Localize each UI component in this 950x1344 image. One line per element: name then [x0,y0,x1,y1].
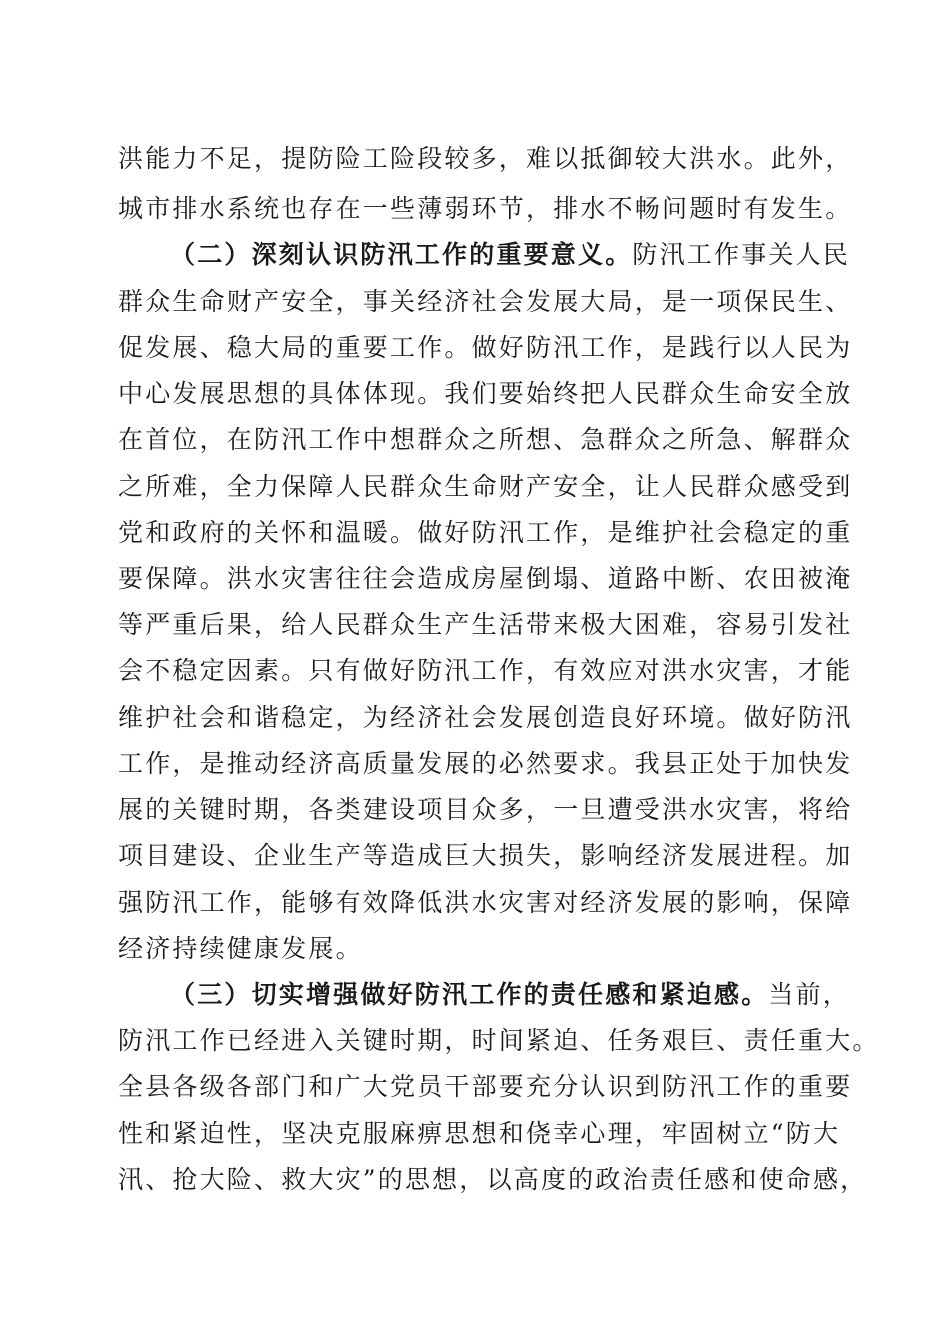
line-text: 强防汛工作，能够有效降低洪水灾害对经济发展的影响，保障 [118,888,853,917]
text-line [118,1160,868,1200]
text-line [118,883,853,923]
section-heading-line [170,235,850,275]
section-heading-line [170,975,850,1015]
text-line [118,651,853,691]
section-heading: （三）切实增强做好防汛工作的责任感和紧迫感。 [170,980,769,1009]
text-line [118,698,853,738]
line-text: 党和政府的关怀和温暖。做好防汛工作，是维护社会稳定的重 [118,518,853,547]
line-text: 展的关键时期，各类建设项目众多，一旦遭受洪水灾害，将给 [118,795,853,824]
text-line [118,1067,853,1107]
text-line [118,189,853,229]
line-text: 汛、抢大险、救大灾”的思想，以高度的政治责任感和使命感， [118,1165,868,1194]
line-text: 经济持续健康发展。 [118,934,363,963]
line-text: 城市排水系统也存在一些薄弱环节，排水不畅问题时有发生。 [118,194,853,223]
line-text: 防汛工作已经进入关键时期，时间紧迫、任务艰巨、责任重大。 [118,1026,880,1055]
text-line [118,1114,848,1154]
text-line [118,605,853,645]
line-text: 等严重后果，给人民群众生产生活带来极大困难，容易引发社 [118,610,853,639]
text-line [118,559,853,599]
section-heading: （二）深刻认识防汛工作的重要意义。 [170,240,633,269]
text-line [118,374,853,414]
text-line [118,836,853,876]
text-line [118,744,853,784]
line-text: 促发展、稳大局的重要工作。做好防汛工作，是践行以人民为 [118,333,853,362]
line-text: 要保障。洪水灾害往往会造成房屋倒塌、道路中断、农田被淹 [118,564,853,593]
line-text: 防汛工作事关人民 [632,240,851,269]
text-line [118,1021,880,1061]
text-line [118,282,853,322]
line-text: 性和紧迫性，坚决克服麻痹思想和侥幸心理，牢固树立“防大 [118,1119,841,1148]
line-text: 项目建设、企业生产等造成巨大损失，影响经济发展进程。加 [118,841,853,870]
line-text: 全县各级各部门和广大党员干部要充分认识到防汛工作的重要 [118,1072,853,1101]
text-line [118,139,853,179]
line-text: 中心发展思想的具体体现。我们要始终把人民群众生命安全放 [118,379,853,408]
line-text: 当前， [768,980,851,1009]
line-text: 群众生命财产安全，事关经济社会发展大局，是一项保民生、 [118,287,853,316]
line-text: 洪能力不足，提防险工险段较多，难以抵御较大洪水。此外， [118,144,853,173]
line-text: 之所难，全力保障人民群众生命财产安全，让人民群众感受到 [118,472,853,501]
line-text: 工作，是推动经济高质量发展的必然要求。我县正处于加快发 [118,749,853,778]
line-text: 在首位，在防汛工作中想群众之所想、急群众之所急、解群众 [118,425,853,454]
text-line [118,467,853,507]
text-line [118,328,853,368]
text-line [118,513,853,553]
text-line [118,929,848,969]
text-line [118,790,853,830]
line-text: 维护社会和谐稳定，为经济社会发展创造良好环境。做好防汛 [118,703,853,732]
line-text: 会不稳定因素。只有做好防汛工作，有效应对洪水灾害，才能 [118,656,853,685]
text-line [118,420,853,460]
